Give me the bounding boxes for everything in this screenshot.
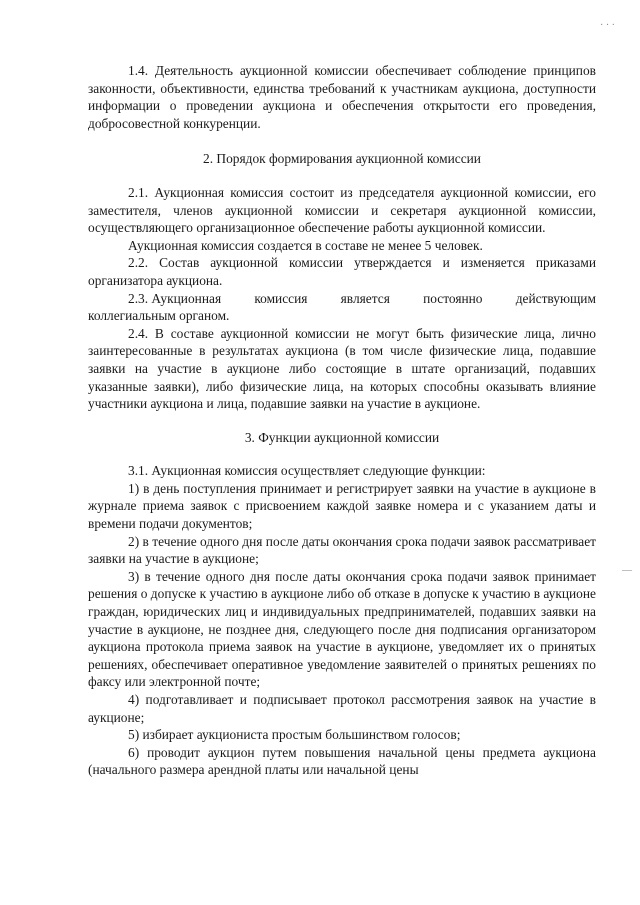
function-item-2: 2) в течение одного дня после даты окончания срока подачи заявок рассматривает заявки на участие в аукционе; [88,533,596,567]
document-body [88,62,596,779]
function-item-3: 3) в течение одного дня после даты окончания срока подачи заявок принимает решения о допуске к участию в аукционе либо об отказе в допуске к участию в аукционе граждан, юридических лиц и индивидуальных предпринимателей, подавших заявки на участие в аукционе, не позднее дня, следующего после дня подписания организатором аукциона протокола приема заявок на участие в аукционе, уведомляет их о принятых решениях, обеспечивает оперативное уведомление заявителей о принятых решениях по факсу или электронной почте; [88,568,596,690]
paragraph-2-2: 2.2. Состав аукционной комиссии утверждается и изменяется приказами организатора аукциона. [88,255,596,288]
paragraph-2-4: 2.4. В составе аукционной комиссии не могут быть физические лица, лично заинтересованные в результатах аукциона (в том числе физические лица, подавшие заявки на участие в аукционе либо состоящие в штате организаций, подавших указанные заявки), либо физические лица, на которых способны оказывать влияние участники аукциона и лица, подавшие заявки на участие в аукционе. [88,325,596,412]
paragraph-2-1-size: Аукционная комиссия создается в составе не менее 5 человек. [128,237,483,253]
function-item-4: 4) подготавливает и подписывает протокол рассмотрения заявок на участие в аукционе; [88,692,596,725]
word: комиссия [254,290,308,306]
paragraph-2-3-line [88,290,596,308]
function-item-1: 1) в день поступления принимает и регистрирует заявки на участие в аукционе в журнале приема заявок с присвоением каждой заявке номера и с указанием даты и времени подачи документов; [88,480,596,532]
word: 2.3. Аукционная [128,290,222,306]
function-item-5: 5) избирает аукциониста простым большинством голосов; [128,727,461,743]
word: является [340,290,390,306]
scan-mark: · · · [600,20,615,31]
paragraph-2-1: 2.1. Аукционная комиссия состоит из председателя аукционной комиссии, его заместителя, членов аукционной комиссии и секретаря аукционной комиссии, осуществляющего организационное обеспечение работы аукционной комиссии. [88,184,596,236]
function-item-6: 6) проводит аукцион путем повышения начальной цены предмета аукциона (начального размера арендной платы или начальной цены [88,744,596,778]
word: действующим [515,290,596,306]
paragraph-1-4: 1.4. Деятельность аукционной комиссии обеспечивает соблюдение принципов законности, объективности, единства требований к участникам аукциона, доступности информации о проведении аукциона и обеспечения открытости его проведения, добросовестной конкуренции. [88,63,596,131]
scan-mark: — [622,565,632,576]
paragraph-2-3-tail: коллегиальным органом. [88,308,230,324]
word: постоянно [423,290,483,306]
heading-section-3: 3. Функции аукционной комиссии [244,429,440,445]
heading-section-2: 2. Порядок формирования аукционной комиссии [203,151,481,167]
paragraph-3-1: 3.1. Аукционная комиссия осуществляет следующие функции: [128,463,486,479]
